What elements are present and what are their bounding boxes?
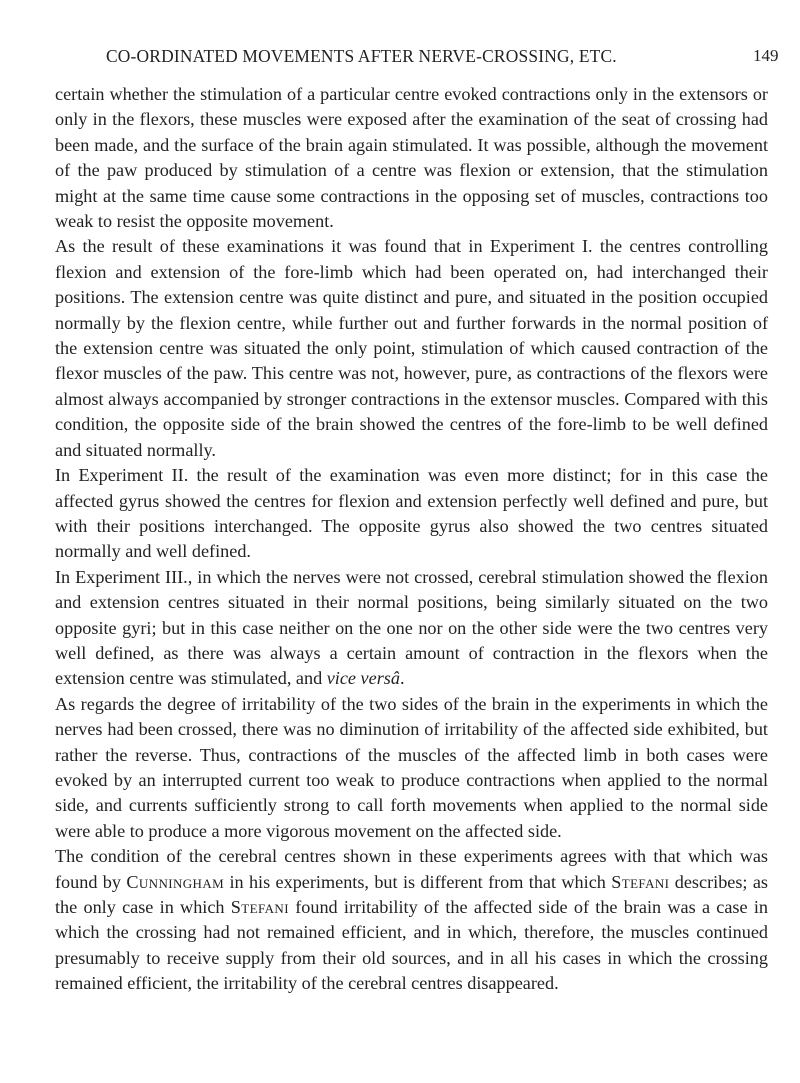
author-name-stefani-2: Stefani <box>230 897 289 917</box>
author-name-cunningham: Cunningham <box>126 871 225 892</box>
body-text <box>55 82 768 997</box>
running-title: CO-ORDINATED MOVEMENTS AFTER NERVE-CROSSING, ETC. <box>106 46 617 66</box>
paragraph-1: certain whether the stimulation of a particular centre evoked contractions only in the extensors or only in the flexors, these muscles were exposed after the examination of the seat of crossing had been made, and the surface of the brain again stimulated. It was possible, although the movement of the paw produced by stimulation of a centre was flexion or extension, that the stimulation might at the same time cause some contractions in the opposing set of muscles, contractions too weak to resist the opposite movement. <box>55 84 768 232</box>
paragraph-6-part-3: describes; as the only case in which <box>55 871 769 917</box>
author-name-stefani: Stefani <box>611 871 670 892</box>
paragraph-6-part-2: in his experiments, but is different from that which <box>224 871 612 892</box>
paragraph-2: As the result of these examinations it was found that in Experiment I. the centres controlling flexion and extension of the fore-limb which had been operated on, had interchanged their positions. The extension centre was quite distinct and pure, and situated in the position occupied normally by the flexion centre, while further out and further forwards in the normal position of the extension centre was situated the only point, stimulation of which caused contraction of the flexor muscles of the paw. This centre was not, however, pure, as contractions of the flexors were almost always accompanied by stronger contractions in the extensor muscles. Compared with this condition, the opposite side of the brain showed the centres of the fore-limb to be well defined and situated normally. <box>55 236 768 460</box>
paragraph-4-text: In Experiment III., in which the nerves were not crossed, cerebral stimulation showed the flexion and extension centres situated in their normal positions, being similarly situated on the two opposite gyri; but in this case neither on the one nor on the other side were the two centres very well defined, as there was always a certain amount of contraction in the flexors when the extension centre was stimulated, and <box>55 566 768 689</box>
paragraph-4-end: . <box>399 668 405 689</box>
page-number: 149 <box>753 46 779 65</box>
paragraph-4-italic: vice versâ <box>326 668 400 689</box>
paragraph-6 <box>55 844 768 996</box>
running-header <box>0 44 800 68</box>
paragraph-6-part-1: The condition of the cerebral centres shown in these experiments agrees with that which was found by <box>55 846 768 892</box>
paragraph-5: As regards the degree of irritability of the two sides of the brain in the experiments in which the nerves had been crossed, there was no diminution of irritability of the affected side exhibited, but rather the reverse. Thus, contractions of the muscles of the affected limb in both cases were evoked by an interrupted current too weak to produce contractions when applied to the normal side, and currents sufficiently strong to call forth movements when applied to the normal side were able to produce a more vigorous movement on the affected side. <box>55 693 768 841</box>
paragraph-6-part-4: found irritability of the affected side of the brain was a case in which the crossing had not remained efficient, and in which, therefore, the muscles continued presumably to receive supply from their old sources, and in all his cases in which the crossing remained efficient, the irritability of the cerebral centres disappeared. <box>55 897 768 994</box>
paragraph-4 <box>55 565 768 692</box>
paragraph-3: In Experiment II. the result of the examination was even more distinct; for in this case the affected gyrus showed the centres for flexion and extension perfectly well defined and pure, but with their positions interchanged. The opposite gyrus also showed the two centres situated normally and well defined. <box>55 465 768 562</box>
